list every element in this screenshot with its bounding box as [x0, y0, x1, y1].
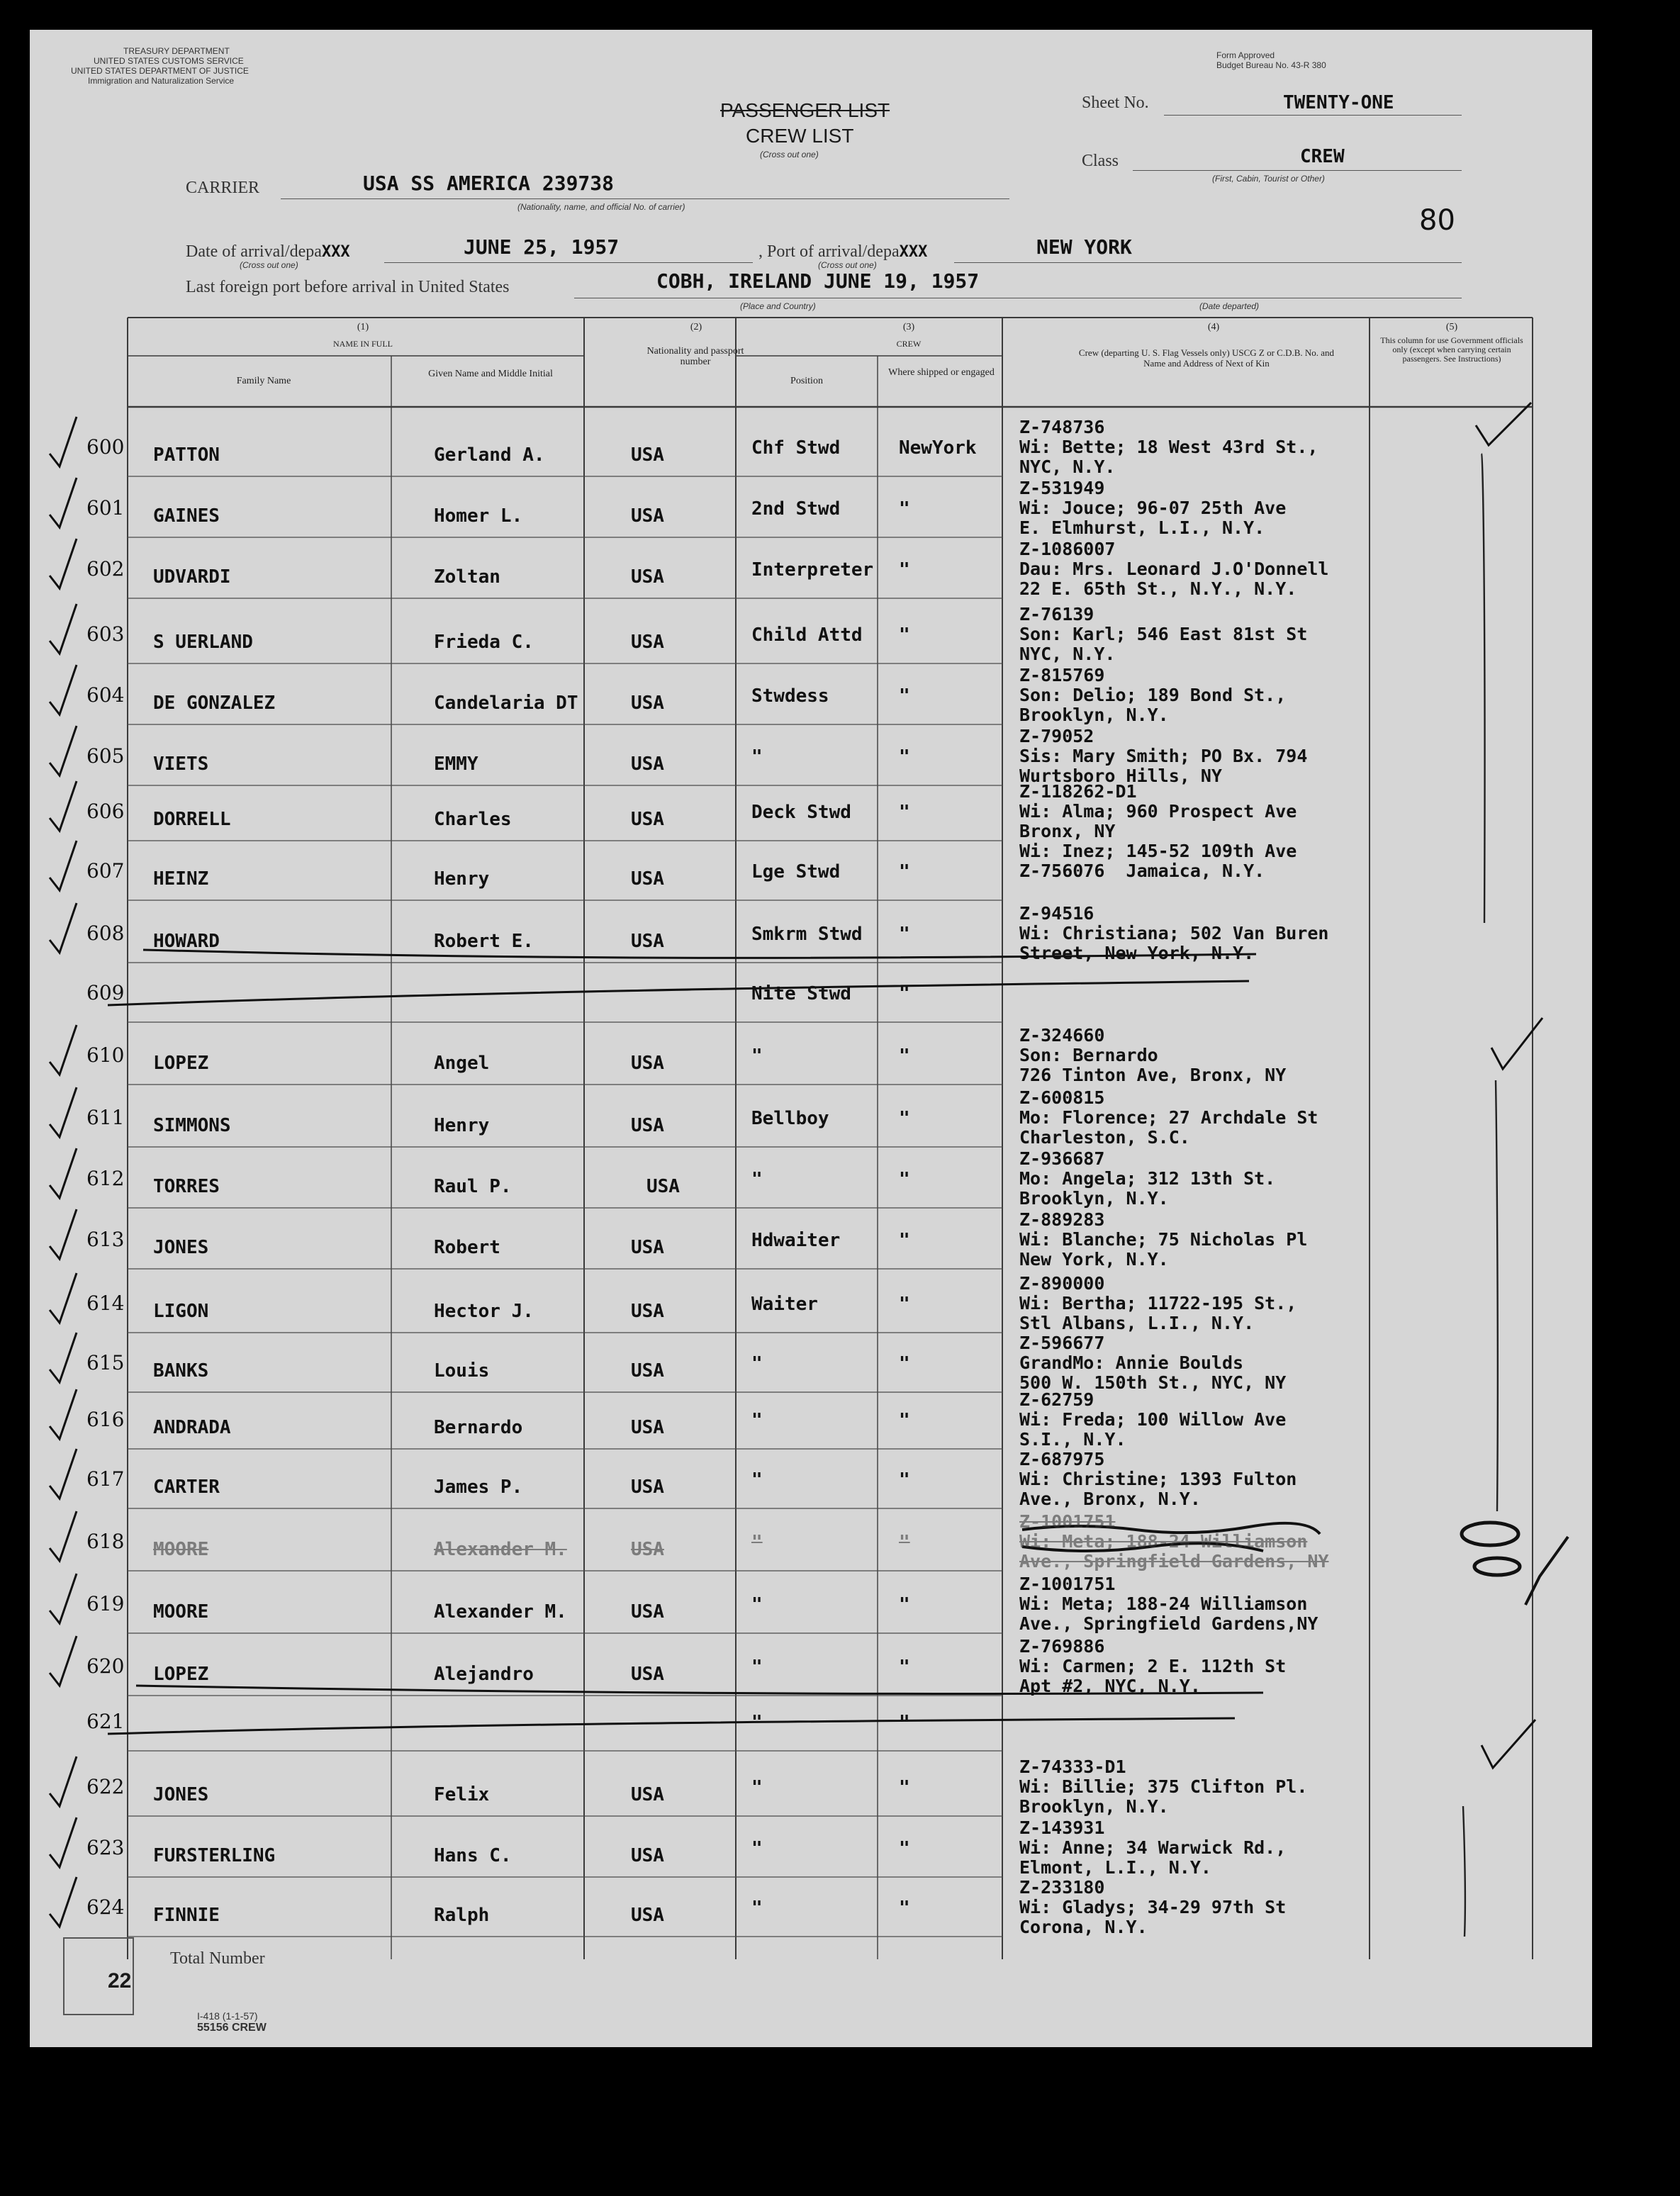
next-of-kin-line: Wi: Alma; 960 Prospect Ave: [1019, 801, 1297, 822]
form-code-2: 55156 CREW: [197, 2022, 267, 2034]
check-tick-icon: [50, 1389, 77, 1439]
where-shipped: ": [899, 924, 910, 945]
next-of-kin-line: Z-890000: [1019, 1273, 1105, 1294]
check-tick-icon: [50, 1817, 77, 1867]
position: ": [751, 1594, 763, 1615]
given-name: Hans C.: [434, 1845, 512, 1866]
where-shipped: ": [899, 983, 910, 1004]
nationality: USA: [631, 1360, 664, 1382]
family-name: HOWARD: [153, 931, 220, 952]
date-departed-hint: (Date departed): [1199, 301, 1260, 311]
family-name: CARTER: [153, 1477, 220, 1498]
position: Deck Stwd: [751, 802, 851, 823]
where-shipped: ": [899, 802, 910, 823]
next-of-kin-line: Bronx, NY: [1019, 821, 1116, 841]
col5-title: This column for use Government officials only (except when carrying certain passengers. See Instructions): [1380, 335, 1523, 364]
next-of-kin-line: Stl Albans, L.I., N.Y.: [1019, 1313, 1255, 1333]
cross-out-hint: (Cross out one): [760, 150, 819, 159]
where-shipped: ": [899, 746, 910, 768]
family-name: JONES: [153, 1237, 209, 1258]
where-shipped: ": [899, 1712, 910, 1733]
next-of-kin-line: Wi: Christine; 1393 Fulton: [1019, 1469, 1297, 1489]
next-of-kin-line: Wi: Carmen; 2 E. 112th St: [1019, 1656, 1287, 1676]
position: ": [751, 1657, 763, 1678]
next-of-kin-line: Wi: Bette; 18 West 43rd St.,: [1019, 437, 1318, 457]
row-number: 605: [86, 744, 125, 768]
col3a-title: Position: [790, 376, 823, 386]
next-of-kin-line: GrandMo: Annie Boulds: [1019, 1352, 1244, 1373]
manifest-table-grid: [30, 30, 1592, 2047]
next-of-kin-line: Z-94516: [1019, 903, 1094, 924]
place-hint: (Place and Country): [740, 301, 816, 311]
check-tick-icon: [50, 1273, 77, 1323]
check-tick-icon: [50, 841, 77, 890]
next-of-kin-line: Wi: Meta; 188-24 Williamson: [1019, 1531, 1308, 1552]
col1-title: NAME IN FULL: [333, 339, 393, 349]
next-of-kin-line: Wi: Bertha; 11722-195 St.,: [1019, 1293, 1297, 1313]
next-of-kin-line: 500 W. 150th St., NYC, NY: [1019, 1372, 1287, 1393]
next-of-kin-line: Z-687975: [1019, 1449, 1105, 1469]
next-of-kin-line: Sis: Mary Smith; PO Bx. 794: [1019, 746, 1308, 766]
where-shipped: ": [899, 1594, 910, 1615]
next-of-kin-line: Wi: Billie; 375 Clifton Pl.: [1019, 1776, 1308, 1797]
row-number: 620: [86, 1654, 125, 1678]
next-of-kin-line: Z-769886: [1019, 1636, 1105, 1657]
position: Hdwaiter: [751, 1230, 841, 1251]
position: 2nd Stwd: [751, 498, 841, 520]
row-number: 613: [86, 1228, 125, 1251]
row-number: 607: [86, 859, 125, 883]
nationality: USA: [631, 754, 664, 775]
position: Nite Stwd: [751, 983, 851, 1004]
check-tick-icon: [50, 903, 77, 953]
row-number: 603: [86, 622, 125, 646]
check-tick-icon: [50, 604, 77, 654]
class-hint: (First, Cabin, Tourist or Other): [1212, 174, 1325, 184]
row-number: 610: [86, 1043, 125, 1067]
where-shipped: ": [899, 861, 910, 883]
agency-line-1: TREASURY DEPARTMENT: [123, 46, 230, 56]
given-name: Frieda C.: [434, 632, 534, 653]
nationality: USA: [631, 1664, 664, 1685]
where-shipped: ": [899, 1108, 910, 1129]
next-of-kin-line: 726 Tinton Ave, Bronx, NY: [1019, 1065, 1287, 1085]
given-name: Alexander M.: [434, 1539, 567, 1560]
next-of-kin-line: Street, New York, N.Y.: [1019, 943, 1255, 963]
position: ": [751, 1410, 763, 1431]
given-name: Ralph: [434, 1905, 490, 1926]
row-number: 617: [86, 1467, 125, 1491]
sheet-label: Sheet No.: [1082, 94, 1149, 112]
next-of-kin-line: New York, N.Y.: [1019, 1249, 1169, 1270]
next-of-kin-line: Wi: Jouce; 96-07 25th Ave: [1019, 498, 1287, 518]
next-of-kin-line: Z-118262-D1: [1019, 781, 1137, 802]
family-name: FINNIE: [153, 1905, 220, 1926]
position: Smkrm Stwd: [751, 924, 863, 945]
next-of-kin-line: Wi: Anne; 34 Warwick Rd.,: [1019, 1837, 1287, 1858]
position: ": [751, 1838, 763, 1859]
check-tick-icon: [50, 1148, 77, 1198]
next-of-kin-line: Z-748736: [1019, 417, 1105, 437]
next-of-kin-line: Z-79052: [1019, 726, 1094, 746]
given-name: James P.: [434, 1477, 523, 1498]
row-number: 614: [86, 1292, 125, 1315]
family-name: SIMMONS: [153, 1115, 231, 1136]
next-of-kin-line: Apt #2, NYC, N.Y.: [1019, 1676, 1201, 1696]
check-tick-icon: [50, 781, 77, 831]
given-name: Gerland A.: [434, 444, 545, 466]
last-port-value: COBH, IRELAND JUNE 19, 1957: [656, 269, 980, 293]
next-of-kin-line: Z-233180: [1019, 1877, 1105, 1898]
col2-number: (2): [690, 322, 702, 332]
family-name: PATTON: [153, 444, 220, 466]
col1-number: (1): [357, 322, 369, 332]
check-tick-icon: [50, 1025, 77, 1075]
where-shipped: ": [899, 1532, 910, 1553]
row-number: 612: [86, 1167, 125, 1190]
nationality: USA: [631, 693, 664, 714]
next-of-kin-line: S.I., N.Y.: [1019, 1429, 1126, 1450]
where-shipped: NewYork: [899, 437, 977, 459]
port-label: , Port of arrival/depaXXX: [758, 242, 928, 261]
form-code: I-418 (1-1-57): [197, 2010, 258, 2022]
row-number: 602: [86, 557, 125, 581]
form-title-passenger: PASSENGER LIST: [720, 99, 890, 121]
col3-title: CREW: [896, 339, 922, 349]
last-port-label: Last foreign port before arrival in United States: [186, 278, 510, 296]
check-tick-icon: [50, 1511, 77, 1561]
position: Waiter: [751, 1294, 818, 1315]
position: ": [751, 746, 763, 768]
next-of-kin-line: Z-600815: [1019, 1087, 1105, 1108]
given-name: EMMY: [434, 754, 478, 775]
given-name: Angel: [434, 1053, 490, 1074]
family-name: ANDRADA: [153, 1417, 231, 1438]
nationality: USA: [631, 868, 664, 890]
family-name: UDVARDI: [153, 566, 231, 588]
next-of-kin-line: Mo: Angela; 312 13th St.: [1019, 1168, 1276, 1189]
next-of-kin-line: Charleston, S.C.: [1019, 1127, 1190, 1148]
row-number: 623: [86, 1836, 125, 1859]
given-name: Henry: [434, 868, 490, 890]
given-name: Homer L.: [434, 505, 523, 527]
nationality: USA: [631, 505, 664, 527]
check-tick-icon: [50, 539, 77, 588]
family-name: TORRES: [153, 1176, 220, 1197]
next-of-kin-line: Dau: Mrs. Leonard J.O'Donnell: [1019, 559, 1329, 579]
check-tick-icon: [50, 1574, 77, 1623]
check-tick-icon: [50, 1209, 77, 1259]
family-name: GAINES: [153, 505, 220, 527]
nationality: USA: [631, 444, 664, 466]
agency-line-4: Immigration and Naturalization Service: [88, 76, 235, 86]
row-number: 600: [86, 435, 125, 459]
col3b-title: Where shipped or engaged: [888, 367, 995, 378]
next-of-kin-line: Z-1086007: [1019, 539, 1116, 559]
nationality: USA: [631, 931, 664, 952]
next-of-kin-line: Z-76139: [1019, 604, 1094, 624]
nationality: USA: [631, 1784, 664, 1805]
next-of-kin-line: Z-62759: [1019, 1389, 1094, 1410]
given-name: Felix: [434, 1784, 490, 1805]
date-hint: (Cross out one): [240, 260, 298, 270]
total-value: 22: [108, 1969, 132, 1993]
nationality: USA: [631, 1905, 664, 1926]
carrier-value: USA SS AMERICA 239738: [363, 172, 615, 195]
given-name: Alexander M.: [434, 1601, 567, 1623]
handwritten-page-number: 80: [1419, 204, 1455, 237]
position: Chf Stwd: [751, 437, 841, 459]
position: Interpreter: [751, 559, 874, 581]
col1a-title: Family Name: [236, 376, 291, 386]
where-shipped: ": [899, 1838, 910, 1859]
col2-title: Nationality and passport number: [646, 346, 744, 367]
given-name: Zoltan: [434, 566, 500, 588]
form-title-crew: CREW LIST: [746, 125, 854, 147]
where-shipped: ": [899, 1046, 910, 1067]
next-of-kin-line: Brooklyn, N.Y.: [1019, 705, 1169, 725]
position: Bellboy: [751, 1108, 829, 1129]
position: ": [751, 1169, 763, 1190]
next-of-kin-line: Ave., Springfield Gardens, NY: [1019, 1551, 1329, 1572]
check-tick-icon: [50, 417, 77, 466]
agency-line-2: UNITED STATES CUSTOMS SERVICE: [94, 56, 244, 66]
total-label: Total Number: [170, 1949, 265, 1968]
port-hint: (Cross out one): [818, 260, 877, 270]
row-number: 615: [86, 1351, 125, 1374]
family-name: LOPEZ: [153, 1664, 209, 1685]
where-shipped: ": [899, 1657, 910, 1678]
where-shipped: ": [899, 1294, 910, 1315]
row-number: 606: [86, 800, 125, 823]
next-of-kin-line: Brooklyn, N.Y.: [1019, 1796, 1169, 1817]
col4-number: (4): [1207, 322, 1220, 332]
check-tick-icon: [50, 726, 77, 775]
next-of-kin-line: NYC, N.Y.: [1019, 644, 1116, 664]
carrier-label: CARRIER: [186, 179, 260, 197]
next-of-kin-line: Wurtsboro Hills, NY: [1019, 766, 1222, 786]
next-of-kin-line: Wi: Meta; 188-24 Williamson: [1019, 1593, 1308, 1614]
where-shipped: ": [899, 685, 910, 707]
row-number: 618: [86, 1530, 125, 1553]
position: ": [751, 1046, 763, 1067]
budget-bureau: Budget Bureau No. 43-R 380: [1216, 60, 1326, 70]
next-of-kin-line: Z-756076 Jamaica, N.Y.: [1019, 861, 1265, 881]
next-of-kin-line: Z-143931: [1019, 1817, 1105, 1838]
date-value: JUNE 25, 1957: [464, 235, 620, 259]
next-of-kin-line: Wi: Freda; 100 Willow Ave: [1019, 1409, 1287, 1430]
next-of-kin-line: Elmont, L.I., N.Y.: [1019, 1857, 1211, 1878]
row-number: 621: [86, 1710, 125, 1733]
position: Stwdess: [751, 685, 829, 707]
next-of-kin-line: Z-324660: [1019, 1025, 1105, 1046]
family-name: LIGON: [153, 1301, 209, 1322]
next-of-kin-line: Wi: Inez; 145-52 109th Ave: [1019, 841, 1297, 861]
where-shipped: ": [899, 1410, 910, 1431]
next-of-kin-line: Z-889283: [1019, 1209, 1105, 1230]
nationality: USA: [646, 1176, 680, 1197]
where-shipped: ": [899, 498, 910, 520]
check-tick-icon: [50, 1449, 77, 1498]
nationality: USA: [631, 1539, 664, 1560]
family-name: FURSTERLING: [153, 1845, 276, 1866]
next-of-kin-line: Ave., Springfield Gardens,NY: [1019, 1613, 1318, 1634]
given-name: Louis: [434, 1360, 490, 1382]
check-tick-icon: [50, 665, 77, 715]
next-of-kin-line: Z-531949: [1019, 478, 1105, 498]
row-number: 624: [86, 1895, 125, 1919]
next-of-kin-line: Son: Delio; 189 Bond St.,: [1019, 685, 1287, 705]
family-name: HEINZ: [153, 868, 209, 890]
date-label: Date of arrival/depaXXX: [186, 242, 350, 261]
row-number: 622: [86, 1775, 125, 1798]
row-number: 604: [86, 683, 125, 707]
next-of-kin-line: Corona, N.Y.: [1019, 1917, 1148, 1937]
where-shipped: ": [899, 1353, 910, 1374]
nationality: USA: [631, 1301, 664, 1322]
col3-number: (3): [902, 322, 915, 332]
check-tick-icon: [50, 1333, 77, 1382]
position: ": [751, 1532, 763, 1553]
position: ": [751, 1898, 763, 1919]
class-label: Class: [1082, 152, 1119, 170]
where-shipped: ": [899, 1898, 910, 1919]
family-name: MOORE: [153, 1539, 209, 1560]
given-name: Bernardo: [434, 1417, 523, 1438]
family-name: LOPEZ: [153, 1053, 209, 1074]
next-of-kin-line: Brooklyn, N.Y.: [1019, 1188, 1169, 1209]
given-name: Henry: [434, 1115, 490, 1136]
next-of-kin-line: Z-596677: [1019, 1333, 1105, 1353]
position: Child Attd: [751, 624, 863, 646]
nationality: USA: [631, 1237, 664, 1258]
nationality: USA: [631, 566, 664, 588]
where-shipped: ": [899, 1777, 910, 1798]
position: ": [751, 1469, 763, 1491]
given-name: Hector J.: [434, 1301, 534, 1322]
sheet-value: TWENTY-ONE: [1283, 92, 1394, 113]
given-name: Alejandro: [434, 1664, 534, 1685]
where-shipped: ": [899, 1469, 910, 1491]
position: ": [751, 1777, 763, 1798]
next-of-kin-line: Z-815769: [1019, 665, 1105, 685]
next-of-kin-line: Z-74333-D1: [1019, 1757, 1126, 1777]
col1b-title: Given Name and Middle Initial: [428, 369, 553, 379]
next-of-kin-line: Son: Karl; 546 East 81st St: [1019, 624, 1308, 644]
next-of-kin-line: Z-1001751: [1019, 1574, 1116, 1594]
col5-number: (5): [1445, 322, 1458, 332]
next-of-kin-line: Mo: Florence; 27 Archdale St: [1019, 1107, 1318, 1128]
nationality: USA: [631, 632, 664, 653]
next-of-kin-line: Z-936687: [1019, 1148, 1105, 1169]
where-shipped: ": [899, 559, 910, 581]
position: ": [751, 1353, 763, 1374]
given-name: Charles: [434, 809, 512, 830]
next-of-kin-line: Ave., Bronx, N.Y.: [1019, 1489, 1201, 1509]
nationality: USA: [631, 1845, 664, 1866]
next-of-kin-line: Son: Bernardo: [1019, 1045, 1158, 1065]
nationality: USA: [631, 1601, 664, 1623]
given-name: Robert: [434, 1237, 500, 1258]
where-shipped: ": [899, 1230, 910, 1251]
check-tick-icon: [50, 1877, 77, 1927]
nationality: USA: [631, 809, 664, 830]
agency-line-3: UNITED STATES DEPARTMENT OF JUSTICE: [71, 66, 249, 76]
carrier-hint: (Nationality, name, and official No. of carrier): [517, 202, 685, 212]
nationality: USA: [631, 1477, 664, 1498]
next-of-kin-line: Wi: Christiana; 502 Van Buren: [1019, 923, 1329, 943]
form-approved: Form Approved: [1216, 50, 1275, 60]
check-tick-icon: [50, 478, 77, 527]
family-name: BANKS: [153, 1360, 209, 1382]
family-name: JONES: [153, 1784, 209, 1805]
position: Lge Stwd: [751, 861, 841, 883]
check-tick-icon: [50, 1757, 77, 1806]
next-of-kin-line: 22 E. 65th St., N.Y., N.Y.: [1019, 578, 1297, 599]
next-of-kin-line: Z-1001751: [1019, 1511, 1116, 1532]
given-name: Candelaria DT: [434, 693, 578, 714]
position: ": [751, 1712, 763, 1733]
manifest-sheet: [30, 30, 1592, 2047]
row-number: 609: [86, 981, 125, 1004]
col4-title: Crew (departing U. S. Flag Vessels only) USCG Z or C.D.B. No. and Name and Address of Next of Kin: [1078, 347, 1335, 369]
family-name: MOORE: [153, 1601, 209, 1623]
check-tick-icon: [50, 1636, 77, 1686]
given-name: Raul P.: [434, 1176, 512, 1197]
row-number: 619: [86, 1592, 125, 1615]
next-of-kin-line: Wi: Blanche; 75 Nicholas Pl: [1019, 1229, 1308, 1250]
family-name: DORRELL: [153, 809, 231, 830]
where-shipped: ": [899, 1169, 910, 1190]
family-name: S UERLAND: [153, 632, 253, 653]
row-number: 611: [86, 1106, 125, 1129]
port-value: NEW YORK: [1036, 235, 1132, 259]
where-shipped: ": [899, 624, 910, 646]
check-tick-icon: [50, 1087, 77, 1137]
given-name: Robert E.: [434, 931, 534, 952]
next-of-kin-line: NYC, N.Y.: [1019, 456, 1116, 477]
row-number: 616: [86, 1408, 125, 1431]
row-number: 601: [86, 496, 125, 520]
nationality: USA: [631, 1115, 664, 1136]
family-name: DE GONZALEZ: [153, 693, 276, 714]
nationality: USA: [631, 1417, 664, 1438]
family-name: VIETS: [153, 754, 209, 775]
nationality: USA: [631, 1053, 664, 1074]
row-number: 608: [86, 921, 125, 945]
next-of-kin-line: E. Elmhurst, L.I., N.Y.: [1019, 517, 1265, 538]
next-of-kin-line: Wi: Gladys; 34-29 97th St: [1019, 1897, 1287, 1917]
class-value: CREW: [1300, 146, 1345, 167]
